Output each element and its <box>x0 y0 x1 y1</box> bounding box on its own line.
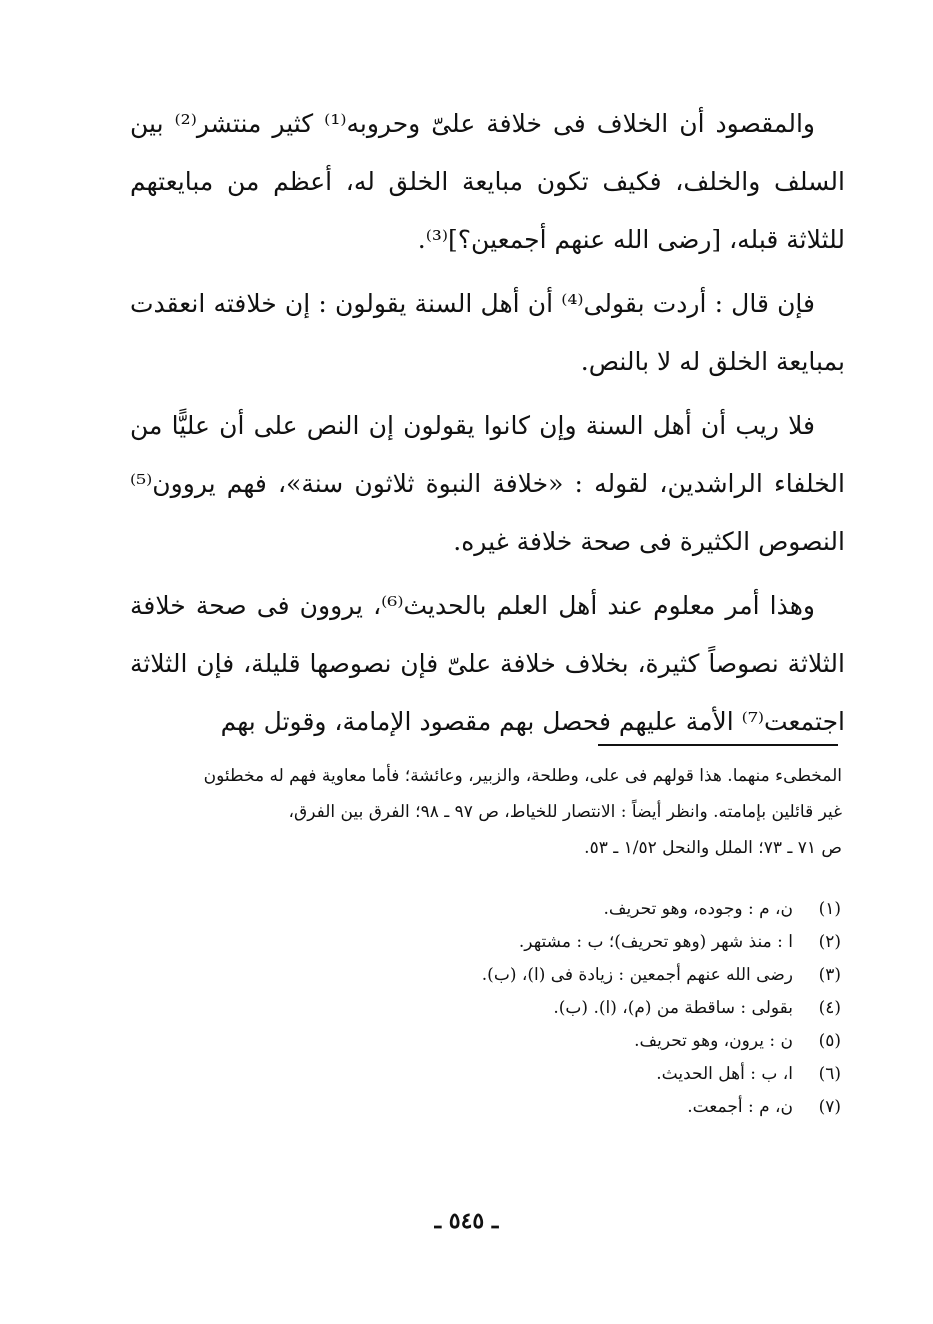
footnote-number: (٧) <box>818 1097 841 1117</box>
footnote-text: ن : يرون، وهو تحريف. <box>634 1031 793 1051</box>
footnote-text: ن، م : أجمعت. <box>687 1097 793 1117</box>
footnote-separator <box>598 744 838 746</box>
footnote <box>341 992 841 1025</box>
footnote-text: ا : منذ شهر (وهو تحريف)؛ ب : مشتهر. <box>518 932 793 952</box>
footnote-number: (٤) <box>818 998 841 1018</box>
footnote <box>341 926 841 959</box>
paragraph: فإن قال : أردت بقولى⁽⁴⁾ أن أهل السنة يقولون : إن خلافته انعقدت بمبايعة الخلق له لا بالنص. <box>130 289 845 376</box>
paragraph: فلا ريب أن أهل السنة وإن كانوا يقولون إن النص على أن عليًّا من الخلفاء الراشدين، لقوله : «خلافة النبوة ثلاثون سنة»، فهم يروون⁽⁵⁾ النصوص الكثيرة فى صحة خلافة غيره. <box>130 411 845 556</box>
footnote-number: (٦) <box>818 1064 841 1084</box>
page-number: ـ ٥٤٥ ـ <box>434 1208 499 1234</box>
footnote <box>341 959 841 992</box>
paragraph: وهذا أمر معلوم عند أهل العلم بالحديث⁽⁶⁾، يروون فى صحة خلافة الثلاثة نصوصاً كثيرة، بخلاف خلافة علىّ فإن نصوصها قليلة، فإن الثلاثة اجتمعت⁽⁷⁾ الأمة عليهم فحصل بهم مقصود الإمامة، وقوتل بهم <box>130 591 845 736</box>
footnote-number: (١) <box>818 899 841 919</box>
footnote <box>341 1058 841 1091</box>
footnote <box>341 1091 841 1124</box>
footnote-text: رضى الله عنهم أجمعين : زيادة فى (ا)، (ب). <box>481 965 793 985</box>
footnote-text: ا، ب : أهل الحديث. <box>656 1064 793 1084</box>
previous-footnote-continuation <box>130 758 842 866</box>
paragraph: والمقصود أن الخلاف فى خلافة علىّ وحروبه⁽¹⁾ كثير منتشر⁽²⁾ بين السلف والخلف، فكيف تكون مبايعة الخلق له، أعظم من مبايعتهم للثلاثة قبله، [رضى الله عنهم أجمعين؟]⁽³⁾. <box>130 109 845 254</box>
footnote-text: بقولى : ساقطة من (م)، (ا). (ب). <box>553 998 793 1018</box>
footnote-continuation-line: ص ٧١ ـ ٧٣؛ الملل والنحل ١/٥٢ ـ ٥٣. <box>584 838 842 858</box>
footnote-text: ن، م : وجوده، وهو تحريف. <box>603 899 793 919</box>
footnote-continuation-line: غير قائلين بإمامته. وانظر أيضاً : الانتصار للخياط، ص ٩٧ ـ ٩٨؛ الفرق بين الفرق، <box>288 802 842 822</box>
footnote-continuation-line: المخطىء منهما. هذا قولهم فى على، وطلحة، والزبير، وعائشة؛ فأما معاوية فهم له مخطئون <box>203 766 842 786</box>
footnote-number: (٥) <box>818 1031 841 1051</box>
footnote <box>341 1025 841 1058</box>
footnotes-list <box>341 893 841 1124</box>
footnote <box>341 893 841 926</box>
main-text <box>130 95 845 757</box>
footnote-number: (٣) <box>818 965 841 985</box>
footnote-number: (٢) <box>818 932 841 952</box>
